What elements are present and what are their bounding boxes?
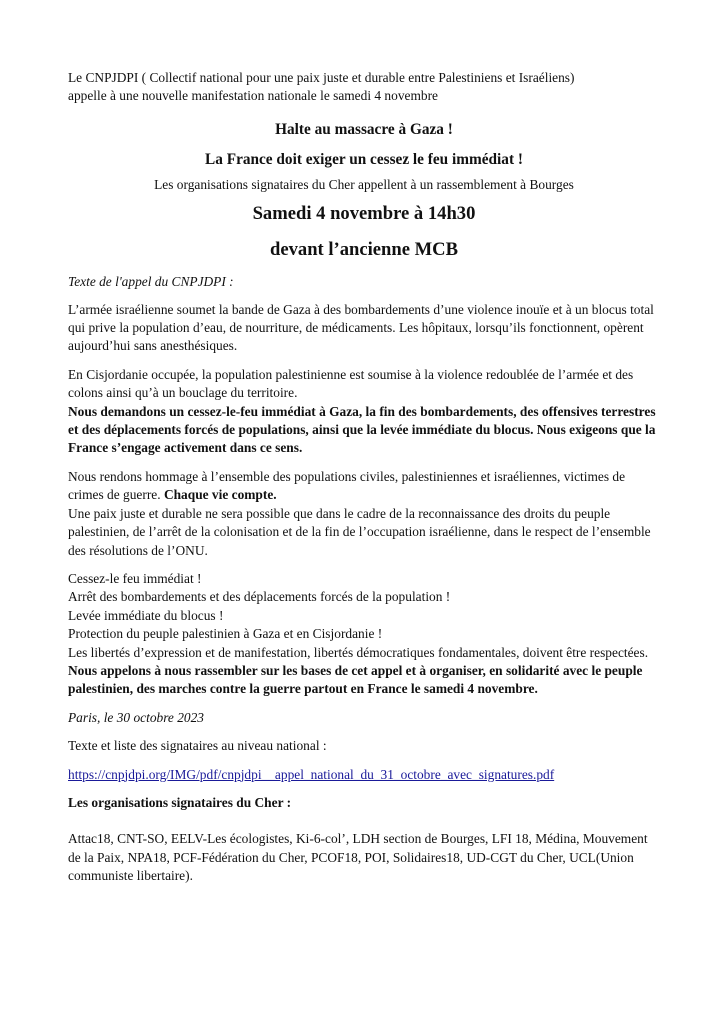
paragraph-homage: [68, 468, 660, 505]
headline-gaza: Halte au massacre à Gaza !: [275, 120, 453, 138]
sub-headline: Les organisations signataires du Cher appellent à un rassemblement à Bourges: [154, 176, 574, 192]
demand-item: Les libertés d’expression et de manifestation, libertés démocratiques fondamentales, doivent être respectées.: [68, 644, 649, 660]
demand-item: Cessez-le feu immédiat !: [68, 570, 202, 586]
call-to-action: Nous appelons à nous rassembler sur les bases de cet appel et à organiser, en solidarité avec le peuple palestinien, des marches contre la guerre partout en France le samedi 4 novembre.: [68, 662, 643, 697]
event-date: Samedi 4 novembre à 14h30: [252, 203, 476, 225]
intro-paragraph: [68, 69, 660, 106]
headline-ceasefire: La France doit exiger un cessez le feu immédiat !: [205, 150, 523, 168]
demand-item: Arrêt des bombardements et des déplacements forcés de la population !: [68, 589, 451, 605]
appeal-title: Texte de l'appel du CNPJDPI :: [68, 274, 234, 290]
paragraph-demands-bold: Nous demandons un cessez-le-feu immédiat à Gaza, la fin des bombardements, des offensives terrestres et des déplacements forcés de populations, ainsi que la levée immédiate du blocus. Nous exigeons que la France s’engage activement dans ce sens.: [68, 403, 656, 456]
signatories-link[interactable]: https://cnpjdpi.org/IMG/pdf/cnpjdpi__appel_national_du_31_octobre_avec_signatures.pdf: [68, 766, 555, 782]
intro-line-1: Le CNPJDPI ( Collectif national pour une paix juste et durable entre Palestiniens et Israéliens): [68, 70, 575, 85]
paragraph-cisjordanie: En Cisjordanie occupée, la population palestinienne est soumise à la violence redoublée de l’armée et des colons ainsi qu’à un bouclage du territoire.: [68, 366, 634, 401]
signature-place-date: Paris, le 30 octobre 2023: [68, 709, 204, 725]
demands-list: [68, 570, 660, 662]
homage-text: Nous rendons hommage à l’ensemble des populations civiles, palestiniennes et israéliennes, victimes de crimes de guerre.: [68, 468, 626, 503]
homage-bold: Chaque vie compte.: [163, 487, 277, 503]
cher-signatories-title: Les organisations signataires du Cher :: [68, 794, 292, 810]
intro-line-2: appelle à une nouvelle manifestation nationale le samedi 4 novembre: [68, 88, 438, 104]
paragraph-gaza-blockade: L’armée israélienne soumet la bande de Gaza à des bombardements d’une violence inouïe et à un blocus total qui prive la population d’eau, de nourriture, de médicaments. Les hôpitaux, lorsqu’ils fonctionnent, opèrent aujourd’hui sans anesthésiques.: [68, 301, 654, 354]
paragraph-peace: Une paix juste et durable ne sera possible que dans le cadre de la reconnaissance des droits du peuple palestinien, de l’arrêt de la colonisation et de la fin de l’occupation israélienne, dans le respect de l’ensemble des résolutions de l’ONU.: [68, 505, 651, 558]
cher-signatories-list: Attac18, CNT-SO, EELV-Les écologistes, Ki-6-col’, LDH section de Bourges, LFI 18, Médina, Mouvement de la Paix, NPA18, PCF-Fédération du Cher, PCOF18, POI, Solidaires18, UD-CGT du Cher, UCL(Union communiste libertaire).: [68, 831, 648, 884]
signatories-label: Texte et liste des signataires au niveau national :: [68, 738, 327, 754]
signatories-link-line: [68, 766, 660, 784]
demand-item: Protection du peuple palestinien à Gaza et en Cisjordanie !: [68, 626, 383, 642]
event-place: devant l’ancienne MCB: [270, 239, 458, 261]
demand-item: Levée immédiate du blocus !: [68, 607, 224, 623]
